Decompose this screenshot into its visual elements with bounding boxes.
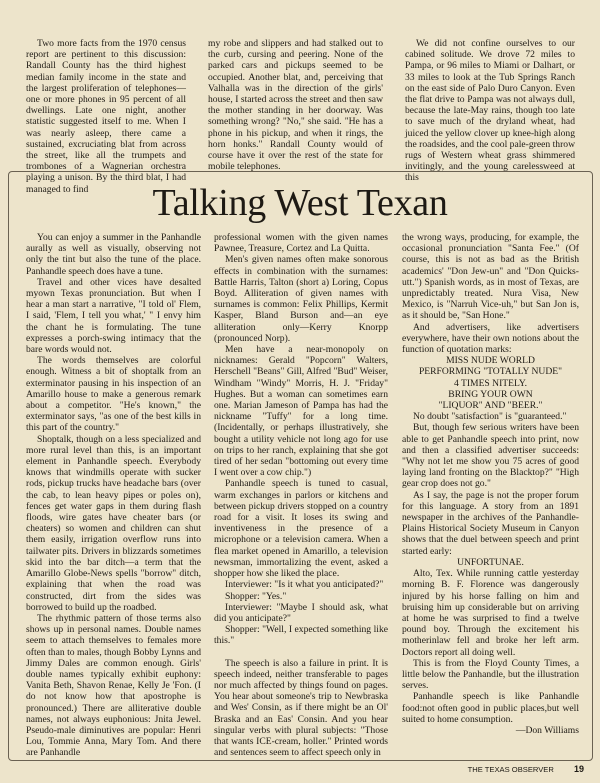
paragraph: No doubt "satisfaction" is "guaranteed." [413,411,567,423]
paragraph: the wrong ways, producing, for example, the occasional pronunciation "Santa Fee." (Of course, this is not as bad as the British academics' "Don Jew-un" and "Don Quicks-utt.") Spanish words, as in most of Texas, are unpredictably treated. Nura Visa, New Mexico, is "Narruh Vice-uh," but San Jon is, as it should be, "San Hone." [402,232,579,322]
paragraph: Men have a near-monopoly on nicknames: Gerald "Popcorn" Walters, Herschell "Beans" Gill, Alfred "Bud" Weiser, Windham "Windy" Morris, H. J. "Friday" Hughes. But a woman can sometimes earn one. Marian Jameson of Pampa has had the nickname "Tuffy" for a long time. (Incidentally, or perhaps illustratively, she bought a utility vehicle not long ago for use on trips to her ranch, explaining that she got tired of her sedan "bottoming out every time I went over a cow chip.") [214,344,388,479]
author-byline: —Don Williams [515,724,579,736]
ad-quote-line: 4 TIMES NITELY. [453,377,528,389]
paragraph: Travel and other vices have desalted myown Texas pronunciation. But when I hear a man start a narrative, "I told ol' Flem, I said, 'Flem, I tell you what,' " I envy him the chant he is formulating. The tune expresses a porch-swing intimacy that the bare words would not. [26,276,201,356]
article-title: Talking West Texan [152,182,448,224]
paragraph: Men's given names often make sonorous effects in combination with the surnames: Battle Harris, Talton (short a) Loring, Copus Boyd. Alliteration of given names with surnames is common: Felix Phillips, Kermit Kasper, Bland Burson and—an eye alliteration only—Kerry Knorpp (pronounced Norp). [214,254,388,344]
dialogue-line: Shopper: "Yes." [225,590,287,602]
article-column-2 [214,232,388,759]
paragraph: You can enjoy a summer in the Panhandle aurally as well as visually, observing not only the tint but also the tune of the place. Panhandle speech does have a tune. [26,232,201,277]
paragraph: my robe and slippers and had stalked out to the curb, cursing and peering. None of the parked cars and pickups seemed to be occupied. Another blat, and, perceiving that Valhalla was in the direction of the girls' house, I started across the street and then saw the mother standing in her doorway. Was something wrong? "No," she said. "He has a phone in his pickup, and when it rings, the horn honks." Randall County would of course have it over the rest of the state for mobile telephones. [208,38,383,173]
article-column-1 [26,232,201,759]
paragraph: We did not confine ourselves to our cabined solitude. We drove 72 miles to Pampa, or 96 miles to Miami or Dalhart, or 33 miles to look at the Tub Springs Ranch on the east side of Palo Duro Canyon. Even the flat drive to Pampa was not always dull, because the late-May rains, though too late to save much of the dryland wheat, had juiced the yellow clover up knee-high along the roadsides, and the cool pale-green throw rugs of Western wheat grass shimmered invitingly, and the young carelessweed at this [405,38,575,184]
paragraph: The words themselves are colorful enough. Witness a bit of shoptalk from an exterminator pausing in his inspection of an Amarillo house to make a generous remark about a competitor. "He's known," the exterminator says, "as one of the best kills in this part of the country." [26,355,201,434]
top-column-3 [405,38,575,184]
paragraph: And advertisers, like advertisers everywhere, have their own notions about the function of quotation marks: [402,321,579,356]
dialogue-line: Shopper: "Well, I expected something like this." [214,624,388,647]
paragraph: But, though few serious writers have been able to get Panhandle speech into print, now and then a classified advertiser succeeds: "Why not let me show you 75 acres of good laying land fronting on the Blacktop?" "High gear crop does not go." [402,422,579,490]
quoted-news-item: Alto, Tex. While running cattle yesterday morning B. F. Florence was dangerously injured by his horse falling on him and bruising him up considerable but on arriving at home he was surprised to find a twelve pound boy. Through the excitement his motherinlaw fell and broke her left arm. Doctors report all doing well. [402,568,579,658]
dialogue-line: Interviewer: "Is it what you anticipated?" [225,579,384,591]
page-footer [0,764,584,774]
ad-quote-line: MISS NUDE WORLD [446,355,535,367]
dialogue-line: Interviewer: "Maybe I should ask, what did you anticipate?" [214,601,388,624]
ad-quote-line: "LIQUOR" AND "BEER." [438,400,543,412]
publication-name: THE TEXAS OBSERVER [467,765,554,774]
paragraph: The speech is also a failure in print. It is speech indeed, neither transferable to pages nor much affected by things found on pages. You hear about someone's trip to Newbraska and Wes' Consin, as if there might be an Ol' Braska and an Eas' Consin. And you hear singular verbs with plural subjects: "Those that wants ICE-cream, holler." Printed words and sentences seem to affect speech only in [214,657,388,759]
paragraph: As I say, the page is not the proper forum for this language. A story from an 1891 newspaper in the archives of the Panhandle-Plains Historical Society Museum in Canyon shows that the duel between speech and print started early: [402,489,579,557]
paragraph: Panhandle speech is like Panhandle food:not often good in public places,but well suited to home consumption. [402,691,579,725]
article-column-3 [402,232,579,756]
ad-quote-line: BRING YOUR OWN [448,388,533,400]
ad-quote-line: PERFORMING "TOTALLY NUDE" [418,366,563,378]
top-column-1 [26,38,186,195]
quoted-headline: UNFORTUNAE. [457,556,524,568]
paragraph: Panhandle speech is tuned to casual, warm exchanges in parlors or kitchens and between pickup drivers stopped on a country road for a visit. It loses its swing and inventiveness in the presence of a microphone or a television camera. When a flea market opened in Amarillo, a television newsman, immortalizing the event, asked a shopper how she liked the place. [214,478,388,580]
paragraph: Shoptalk, though on a less specialized and more rural level than this, is an important element in Panhandle speech. Everybody knows that windmills operate with sucker rods, pickup trucks have headache bars (over the cab, to lean heavy pipes or poles on), fences get water gaps in them during flash floods, wire gates have cheater bars (or cheaters) so women and children can shut them easily, irrigation overflow runs into tailwater pits. Drivers in blizzards sometimes skid into the bar ditch—a term that the Amarillo Globe-News spells "borrow" ditch, explaining that when the road was constructed, dirt from the sides was borrowed to build up the roadbed. [26,433,201,613]
top-column-2 [208,38,383,173]
paragraph: The rhythmic pattern of those terms also shows up in personal names. Double names seem to attach themselves to females more often than to males, though Bobby Lynns and Jimmy Dales are common enough. Girls' double names typically exhibit euphony: Vanita Beth, Shavon Renae, Kelly Je 'Fon. (I do not know how that apostrophe is pronounced.) There are alliterative double names, not always euphonious: Jnita Jewel. Pseudo-male diminutives are popular: Henri Lou, Tommie Anna, Mary Tom. And there are Panhandle [26,612,201,759]
paragraph: professional women with the given names Pawnee, Treasure, Cortez and La Quitta. [214,232,388,255]
paragraph: This is from the Floyd County Times, a little below the Panhandle, but the illustration serves. [402,657,579,692]
paragraph: Two more facts from the 1970 census report are pertinent to this discussion: Randall County has the third highest median family income in the state and the largest proliferation of telephones—one or more phones in 95 percent of all dwellings. Late one night, another statistic suggested itself to me. When I was nearly asleep, there came a sustained, excruciating blat from across the street, like all the trumpets and trombones of a Wagnerian orchestra playing a unison. By the third blat, I had managed to find [26,38,186,195]
page-number: 19 [573,764,584,774]
